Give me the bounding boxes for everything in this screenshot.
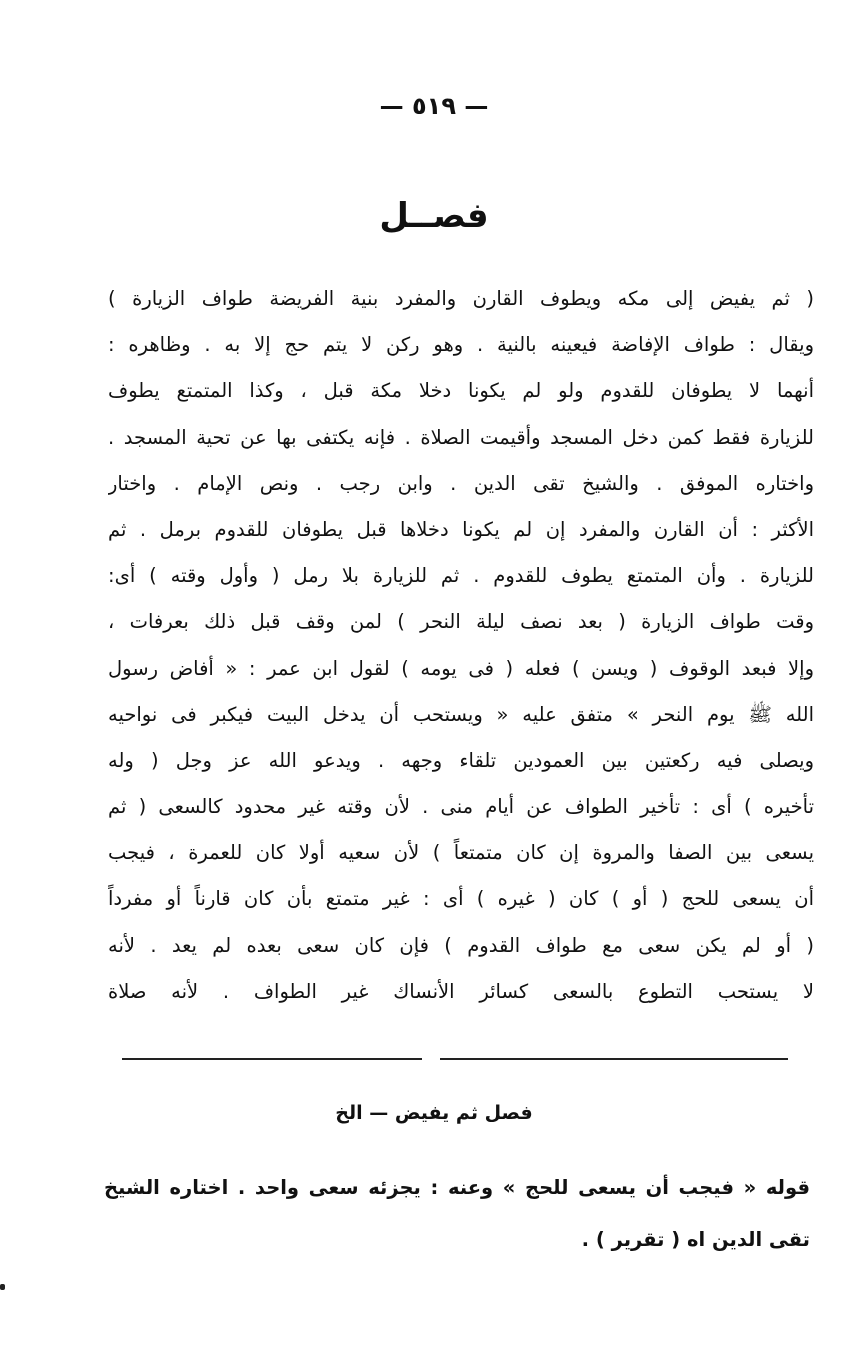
text-line: ( ثم يفيض إلى مكه ويطوف القارن والمفرد بنية الفريضة طواف الزيارة ) (108, 287, 814, 310)
text-line: وإلا فبعد الوقوف ( ويسن ) فعله ( فى يومه ) لقول ابن عمر : « أفاض رسول (108, 656, 814, 680)
page-number: — ٥١٩ — (379, 92, 489, 120)
footnote-text (104, 1162, 810, 1266)
footnote-divider (122, 1058, 788, 1060)
footnote-line: تقى الدين اه ( تقرير ) . (581, 1228, 810, 1251)
section-title: فصــل (379, 196, 489, 236)
text-line: واختاره الموفق . والشيخ تقى الدين . وابن رجب . ونص الإمام . واختار (108, 471, 814, 495)
scan-speck (0, 1284, 5, 1290)
text-line: أن يسعى للحج ( أو ) كان ( غيره ) أى : غير متمتع بأن كان قارناً أو مفرداً (108, 887, 814, 911)
text-line: الأكثر : أن القارن والمفرد إن لم يكونا دخلاها قبل يطوفان للقدوم برمل . ثم (108, 517, 814, 541)
text-line: وقت طواف الزيارة ( بعد نصف ليلة النحر ) لمن وقف قبل ذلك بعرفات ، (108, 610, 814, 634)
text-line: للزيارة فقط كمن دخل المسجد وأقيمت الصلاة . فإنه يكتفى بها عن تحية المسجد . (108, 425, 814, 449)
divider-rule-right (440, 1058, 788, 1060)
text-line: ويقال : طواف الإفاضة فيعينه بالنية . وهو ركن لا يتم حج إلا به . وظاهره : (108, 333, 814, 357)
footnote-line: قوله « فيجب أن يسعى للحج » وعنه : يجزئه سعى واحد . اختاره الشيخ (104, 1176, 810, 1199)
text-line: للزيارة . وأن المتمتع يطوف للقدوم . ثم للزيارة بلا رمل ( وأول وقته ) أى: (108, 564, 814, 588)
text-line: ( أو لم يكن سعى مع طواف القدوم ) فإن كان سعى بعده لم يعد . لأنه (108, 933, 814, 957)
main-text (108, 276, 814, 1015)
footnote-title: فصل ثم يفيض — الخ (335, 1102, 533, 1124)
text-line: يسعى بين الصفا والمروة إن كان متمتعاً ) لأن سعيه أولا كان للعمرة ، فيجب (108, 841, 814, 865)
text-line: أنهما لا يطوفان للقدوم ولو لم يكونا دخلا مكة قبل ، وكذا المتمتع يطوف (108, 379, 814, 403)
divider-rule-left (122, 1058, 422, 1060)
text-line: الله ﷺ يوم النحر » متفق عليه « ويستحب أن يدخل البيت فيكبر فى نواحيه (108, 702, 814, 726)
text-line: ويصلى فيه ركعتين بين العمودين تلقاء وجهه . ويدعو الله عز وجل ( وله (108, 748, 814, 772)
text-line: لا يستحب التطوع بالسعى كسائر الأنساك غير الطواف . لأنه صلاة (108, 979, 814, 1003)
text-line: تأخيره ) أى : تأخير الطواف عن أيام منى . لأن وقته غير محدود كالسعى ( ثم (108, 795, 814, 819)
